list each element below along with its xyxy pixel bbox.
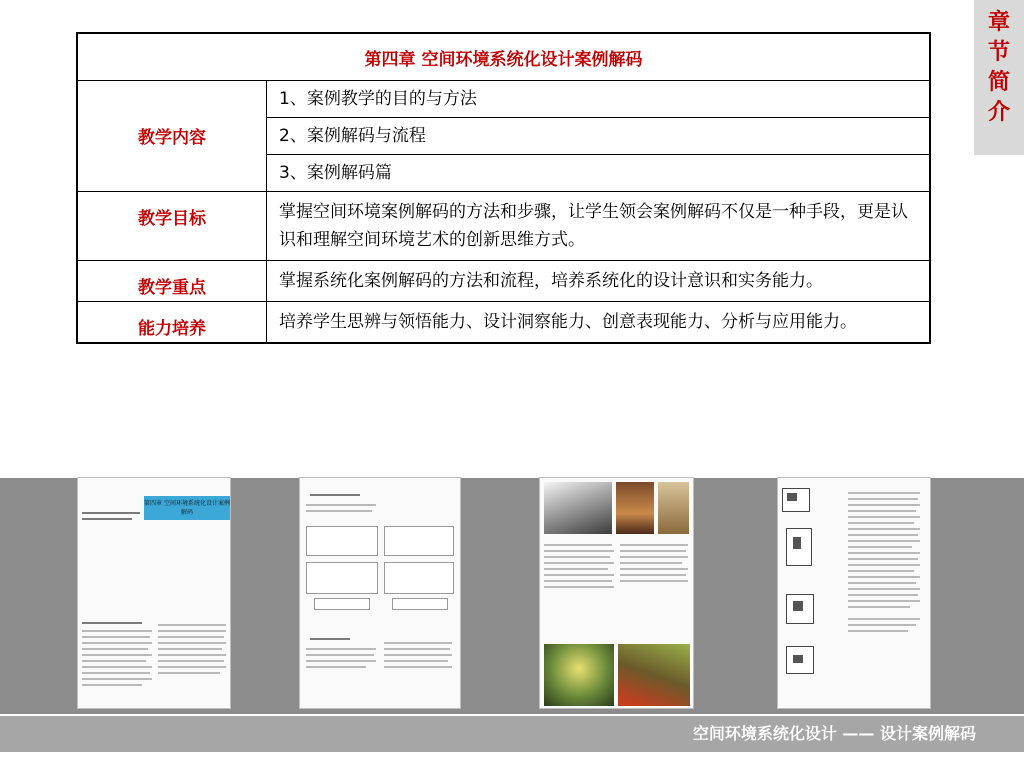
flow-box (384, 562, 454, 594)
chapter-info-table (76, 32, 931, 344)
table-row (77, 81, 930, 118)
text-line (82, 678, 152, 680)
text-line (82, 654, 152, 656)
text-line (82, 672, 150, 674)
garden-photo (618, 644, 690, 706)
text-line (384, 660, 448, 662)
text-line (544, 574, 614, 576)
text-line (82, 684, 142, 686)
text-line (384, 642, 452, 644)
text-line (384, 666, 452, 668)
text-line (82, 666, 152, 668)
floor-plan-drawing (786, 646, 814, 674)
text-line (158, 654, 226, 656)
garden-photo (544, 644, 614, 706)
footer-bar (0, 716, 1024, 752)
text-line (620, 574, 686, 576)
text-line (848, 618, 920, 620)
text-line (848, 504, 920, 506)
text-line (158, 648, 222, 650)
content-item-1: 1、案例教学的目的与方法 (267, 81, 931, 118)
text-line (306, 654, 374, 656)
text-line (544, 544, 612, 546)
text-line (620, 580, 688, 582)
text-line (158, 630, 226, 632)
chapter-intro-tab (974, 0, 1024, 155)
text-line (82, 622, 142, 624)
table-row (77, 302, 930, 344)
floor-plan-drawing (786, 594, 814, 624)
flow-box (306, 562, 378, 594)
text-line (848, 540, 920, 542)
row-label-goals: 教学目标 (77, 192, 267, 261)
text-line (158, 624, 226, 626)
text-line (620, 568, 688, 570)
text-line (158, 642, 226, 644)
book-page-thumbnail-4 (778, 478, 930, 708)
book-page-thumbnail-3 (540, 478, 693, 708)
tab-char-2: 节 (987, 40, 1010, 65)
book-page-thumbnail-2 (300, 478, 460, 708)
row-content-focus: 掌握系统化案例解码的方法和流程，培养系统化的设计意识和实务能力。 (267, 261, 931, 302)
text-line (158, 636, 224, 638)
text-line (848, 582, 916, 584)
architecture-photo (544, 482, 612, 534)
flow-box (306, 526, 378, 556)
text-line (306, 666, 366, 668)
interior-photo (616, 482, 654, 534)
text-line (544, 562, 614, 564)
text-line (620, 544, 688, 546)
flow-box (392, 598, 448, 610)
text-line (158, 672, 220, 674)
table-title-row (77, 33, 930, 81)
text-line (82, 648, 148, 650)
text-line (82, 630, 152, 632)
text-line (82, 512, 140, 514)
book-page-thumbnail-1 (78, 478, 230, 708)
row-label-ability: 能力培养 (77, 302, 267, 344)
text-line (544, 556, 610, 558)
text-line (158, 660, 224, 662)
book-page-thumbnails (0, 478, 1024, 714)
row-content-goals: 掌握空间环境案例解码的方法和步骤，让学生领会案例解码不仅是一种手段，更是认识和理解空间环境艺术的创新思维方式。 (267, 192, 931, 261)
text-line (620, 562, 682, 564)
text-line (82, 642, 152, 644)
text-line (848, 630, 908, 632)
text-line (310, 494, 360, 496)
text-line (848, 534, 918, 536)
flow-box (314, 598, 370, 610)
text-line (544, 586, 614, 588)
row-content-ability: 培养学生思辨与领悟能力、设计洞察能力、创意表现能力、分析与应用能力。 (267, 302, 931, 344)
text-line (848, 510, 916, 512)
text-line (82, 636, 150, 638)
text-line (384, 654, 452, 656)
text-line (848, 576, 920, 578)
tab-char-3: 简 (987, 70, 1010, 95)
content-item-2: 2、案例解码与流程 (267, 118, 931, 155)
content-item-3: 3、案例解码篇 (267, 155, 931, 192)
text-line (82, 518, 132, 520)
chapter-title-band: 第四章 空间环境系统化设计案例解码 (144, 496, 230, 520)
text-line (848, 492, 920, 494)
interior-photo (658, 482, 689, 534)
floor-plan-drawing (782, 488, 810, 512)
text-line (384, 648, 450, 650)
text-line (306, 504, 376, 506)
row-label-focus: 教学重点 (77, 261, 267, 302)
text-line (848, 516, 920, 518)
text-line (544, 568, 608, 570)
text-line (620, 550, 686, 552)
text-line (310, 638, 350, 640)
text-line (848, 522, 914, 524)
text-line (82, 660, 146, 662)
text-line (848, 552, 920, 554)
chapter-title: 第四章 空间环境系统化设计案例解码 (77, 33, 930, 81)
text-line (306, 648, 376, 650)
text-line (848, 564, 920, 566)
tab-char-4: 介 (987, 100, 1010, 125)
text-line (544, 580, 612, 582)
text-line (848, 600, 920, 602)
text-line (848, 570, 914, 572)
text-line (620, 556, 688, 558)
row-label-content: 教学内容 (77, 81, 267, 192)
text-line (544, 550, 614, 552)
text-line (848, 594, 918, 596)
floor-plan-drawing (786, 528, 812, 566)
text-line (158, 666, 226, 668)
text-line (848, 498, 918, 500)
text-line (848, 558, 918, 560)
text-line (848, 546, 912, 548)
footer-course-title: 空间环境系统化设计 —— 设计案例解码 (692, 724, 976, 743)
text-line (848, 606, 910, 608)
text-line (848, 588, 920, 590)
tab-char-1: 章 (987, 10, 1010, 35)
table-row (77, 261, 930, 302)
text-line (306, 510, 372, 512)
text-line (848, 624, 916, 626)
text-line (306, 660, 376, 662)
text-line (848, 528, 920, 530)
table-row (77, 192, 930, 261)
flow-box (384, 526, 454, 556)
